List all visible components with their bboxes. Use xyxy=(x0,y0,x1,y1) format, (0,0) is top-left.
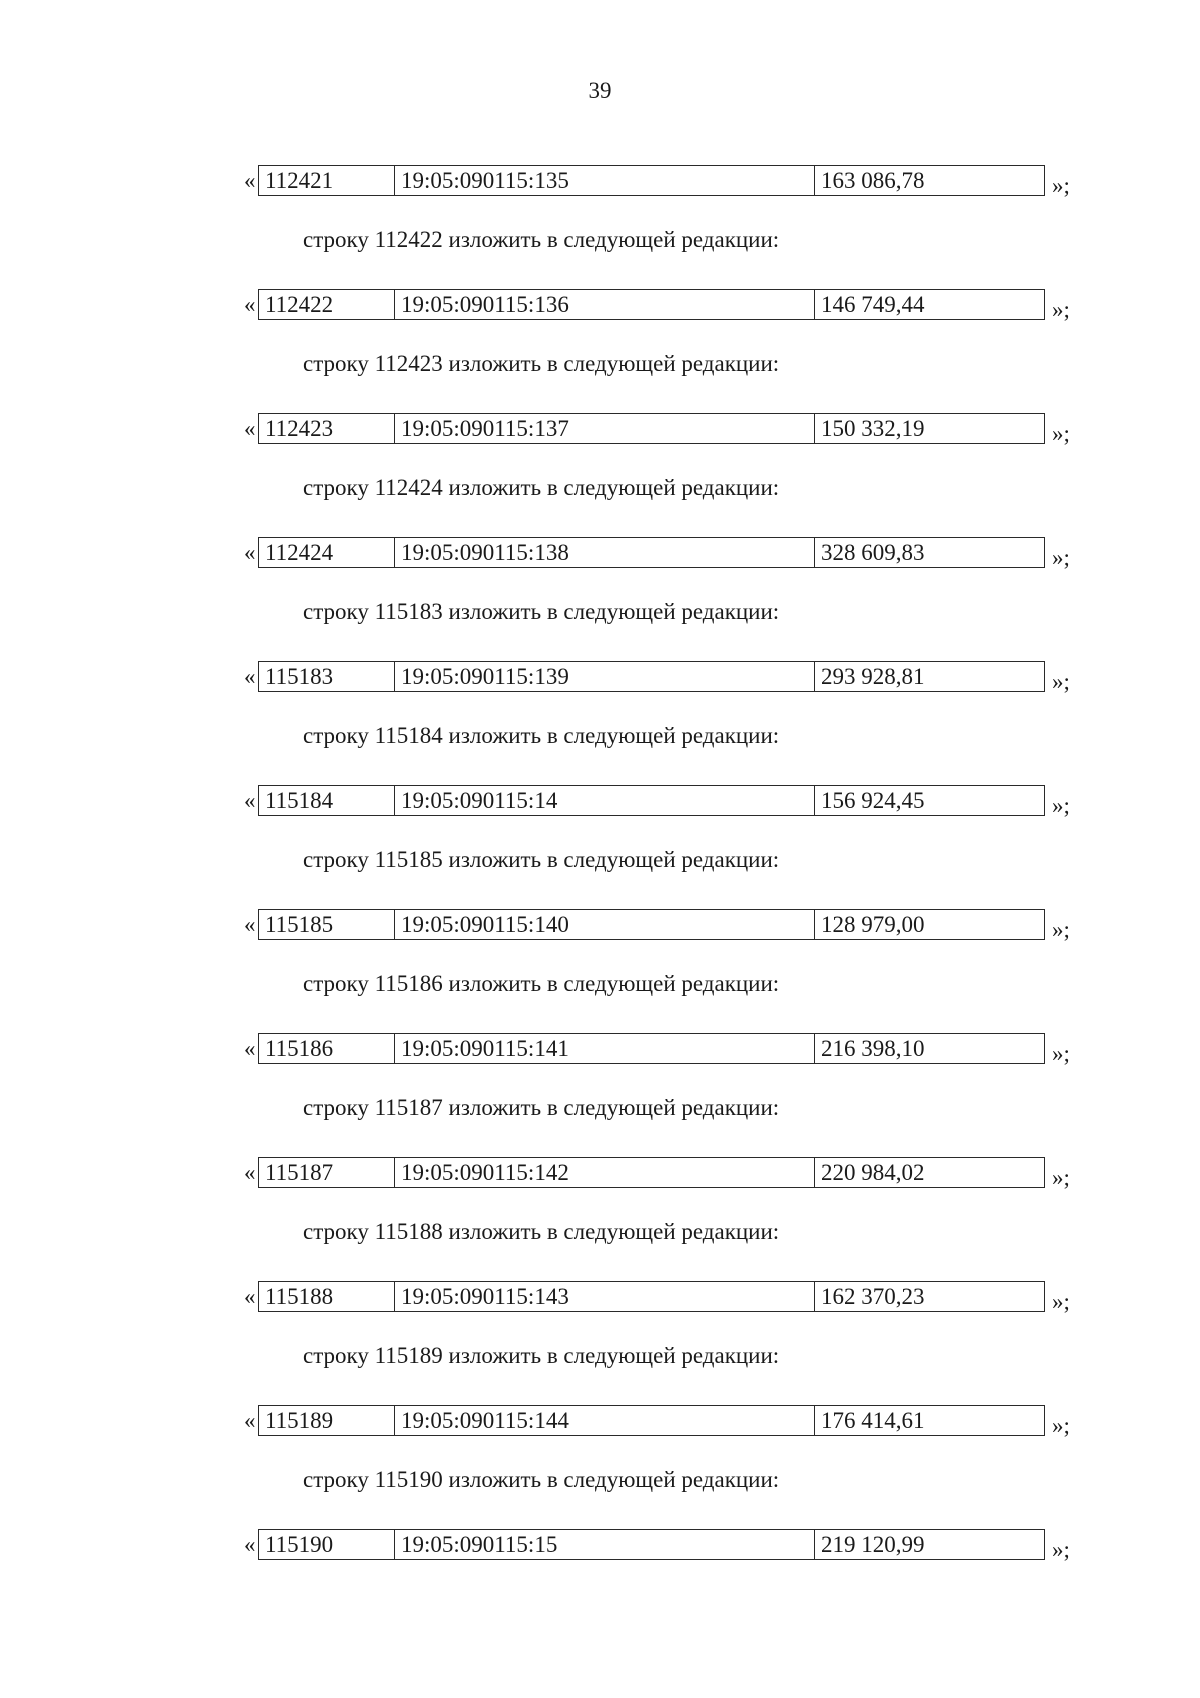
entry xyxy=(0,1343,1200,1467)
row-number-cell: 115186 xyxy=(259,1034,395,1063)
row-number-cell: 115189 xyxy=(259,1406,395,1435)
instruction-text: строку 115189 изложить в следующей редакции: xyxy=(303,1343,780,1368)
cadastral-number-cell: 19:05:090115:135 xyxy=(395,166,815,195)
row-cells xyxy=(258,785,1045,816)
row-number-cell: 115183 xyxy=(259,662,395,691)
cadastral-number-cell: 19:05:090115:141 xyxy=(395,1034,815,1063)
instruction-text: строку 115185 изложить в следующей редакции: xyxy=(303,847,780,872)
quote-open: « xyxy=(244,912,256,937)
value-cell: 176 414,61 xyxy=(821,1408,925,1433)
value-cell: 328 609,83 xyxy=(821,540,925,565)
table-row xyxy=(244,661,1104,695)
cadastral-number-cell: 19:05:090115:140 xyxy=(395,910,815,939)
table-row xyxy=(244,1405,1104,1439)
row-number-cell: 112421 xyxy=(259,166,395,195)
value-cell: 163 086,78 xyxy=(821,168,925,193)
quote-open: « xyxy=(244,168,256,193)
instruction-text: строку 115190 изложить в следующей редакции: xyxy=(303,1467,780,1492)
row-cells xyxy=(258,909,1045,940)
quote-close: »; xyxy=(1052,1289,1070,1314)
cadastral-number-cell: 19:05:090115:144 xyxy=(395,1406,815,1435)
quote-close: »; xyxy=(1052,1537,1070,1562)
cadastral-number-cell: 19:05:090115:142 xyxy=(395,1158,815,1187)
row-number-cell: 115188 xyxy=(259,1282,395,1311)
value-cell: 128 979,00 xyxy=(821,912,925,937)
cadastral-number-cell: 19:05:090115:143 xyxy=(395,1282,815,1311)
entry xyxy=(0,971,1200,1095)
cadastral-number-cell: 19:05:090115:137 xyxy=(395,414,815,443)
quote-close: »; xyxy=(1052,421,1070,446)
quote-open: « xyxy=(244,416,256,441)
value-cell: 156 924,45 xyxy=(821,788,925,813)
entry xyxy=(0,1467,1200,1591)
quote-open: « xyxy=(244,1408,256,1433)
quote-close: »; xyxy=(1052,793,1070,818)
row-cells xyxy=(258,1281,1045,1312)
value-cell: 150 332,19 xyxy=(821,416,925,441)
table-row xyxy=(244,1281,1104,1315)
value-cell: 146 749,44 xyxy=(821,292,925,317)
quote-open: « xyxy=(244,788,256,813)
row-cells xyxy=(258,1033,1045,1064)
entry xyxy=(0,599,1200,723)
row-cells xyxy=(258,413,1045,444)
value-cell: 216 398,10 xyxy=(821,1036,925,1061)
table-row xyxy=(244,909,1104,943)
table-row xyxy=(244,1033,1104,1067)
cadastral-number-cell: 19:05:090115:136 xyxy=(395,290,815,319)
row-cells xyxy=(258,537,1045,568)
table-row xyxy=(244,289,1104,323)
quote-close: »; xyxy=(1052,669,1070,694)
quote-close: »; xyxy=(1052,1413,1070,1438)
row-number-cell: 115190 xyxy=(259,1530,395,1559)
quote-close: »; xyxy=(1052,173,1070,198)
value-cell: 220 984,02 xyxy=(821,1160,925,1185)
instruction-text: строку 115183 изложить в следующей редакции: xyxy=(303,599,780,624)
entry xyxy=(0,1219,1200,1343)
table-row xyxy=(244,1157,1104,1191)
instruction-text: строку 115184 изложить в следующей редакции: xyxy=(303,723,780,748)
quote-open: « xyxy=(244,1532,256,1557)
row-cells xyxy=(258,1157,1045,1188)
instruction-text: строку 115187 изложить в следующей редакции: xyxy=(303,1095,780,1120)
quote-open: « xyxy=(244,664,256,689)
entry xyxy=(0,351,1200,475)
row-number-cell: 112422 xyxy=(259,290,395,319)
entry xyxy=(0,227,1200,351)
quote-close: »; xyxy=(1052,1165,1070,1190)
quote-open: « xyxy=(244,1160,256,1185)
entry xyxy=(0,723,1200,847)
entry xyxy=(0,1095,1200,1219)
table-row xyxy=(244,1529,1104,1563)
table-row xyxy=(244,165,1104,199)
instruction-text: строку 112423 изложить в следующей редакции: xyxy=(303,351,780,376)
instruction-text: строку 115186 изложить в следующей редакции: xyxy=(303,971,780,996)
row-number-cell: 112423 xyxy=(259,414,395,443)
row-cells xyxy=(258,1405,1045,1436)
table-row xyxy=(244,785,1104,819)
row-cells xyxy=(258,661,1045,692)
quote-close: »; xyxy=(1052,917,1070,942)
instruction-text: строку 112422 изложить в следующей редакции: xyxy=(303,227,780,252)
row-cells xyxy=(258,165,1045,196)
row-number-cell: 115184 xyxy=(259,786,395,815)
quote-close: »; xyxy=(1052,297,1070,322)
value-cell: 162 370,23 xyxy=(821,1284,925,1309)
table-row xyxy=(244,413,1104,447)
value-cell: 293 928,81 xyxy=(821,664,925,689)
row-number-cell: 115185 xyxy=(259,910,395,939)
row-cells xyxy=(258,289,1045,320)
row-number-cell: 112424 xyxy=(259,538,395,567)
quote-open: « xyxy=(244,292,256,317)
value-cell: 219 120,99 xyxy=(821,1532,925,1557)
row-number-cell: 115187 xyxy=(259,1158,395,1187)
quote-close: »; xyxy=(1052,1041,1070,1066)
cadastral-number-cell: 19:05:090115:139 xyxy=(395,662,815,691)
quote-close: »; xyxy=(1052,545,1070,570)
cadastral-number-cell: 19:05:090115:14 xyxy=(395,786,815,815)
page-number: 39 xyxy=(588,78,612,103)
table-row xyxy=(244,537,1104,571)
quote-open: « xyxy=(244,1284,256,1309)
entry xyxy=(0,103,1200,227)
row-cells xyxy=(258,1529,1045,1560)
instruction-text: строку 115188 изложить в следующей редакции: xyxy=(303,1219,780,1244)
entry xyxy=(0,475,1200,599)
entry xyxy=(0,847,1200,971)
instruction-text: строку 112424 изложить в следующей редакции: xyxy=(303,475,780,500)
cadastral-number-cell: 19:05:090115:15 xyxy=(395,1530,815,1559)
cadastral-number-cell: 19:05:090115:138 xyxy=(395,538,815,567)
quote-open: « xyxy=(244,540,256,565)
quote-open: « xyxy=(244,1036,256,1061)
